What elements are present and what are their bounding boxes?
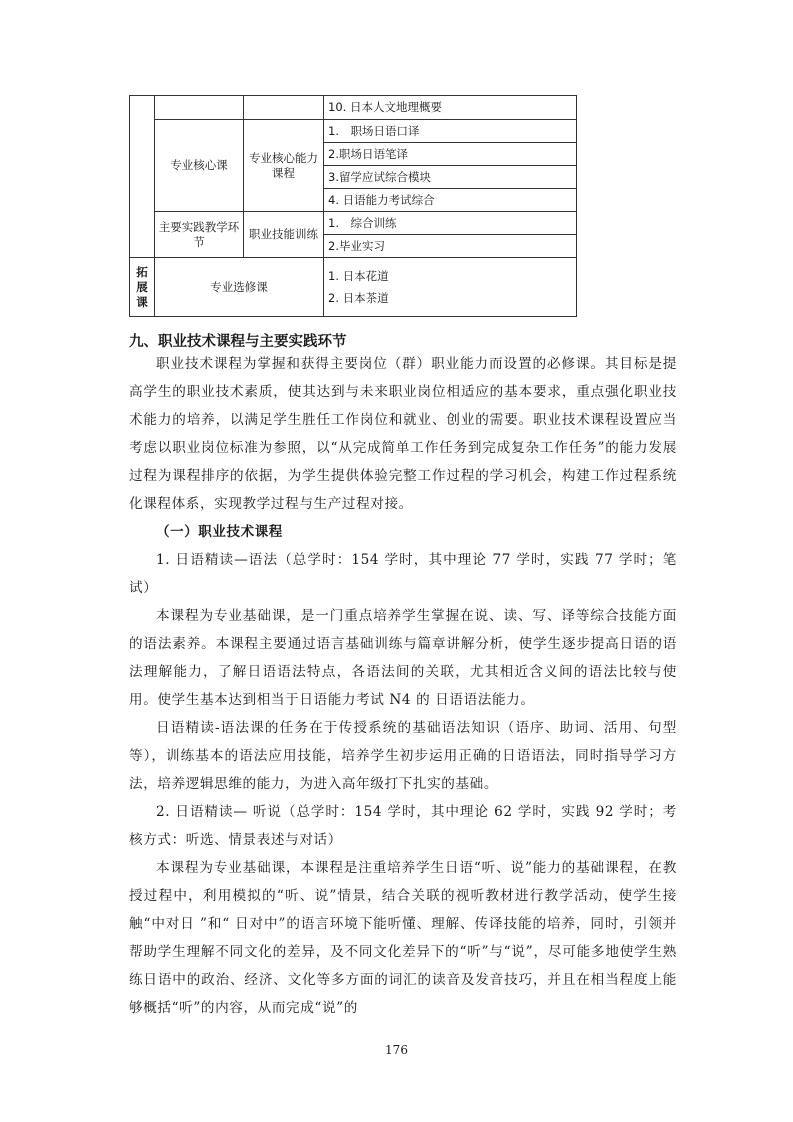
course-table [129, 95, 577, 317]
table-cell: 4. 日语能力考试综合 [324, 189, 577, 212]
core-sub-cell: 专业核心能力课程 [244, 120, 324, 212]
ext-label-cell [130, 258, 155, 317]
course1-paragraph-1: 本课程为专业基础课，是一门重点培养学生掌握在说、读、写、译等综合技能方面的语法素养。本课程主要通过语言基础训练与篇章讲解分析，使学生逐步提高日语的语法理解能力，了解日语语法特点，各语法间的关联，尤其相近含义间的语法比较与使用。使学生基本达到相当于日语能力考试 N4 的 日语语法能力。 [129, 608, 677, 708]
table-cell: 1. 职场日语口译 [324, 120, 577, 143]
ext-item: 2. 日本茶道 [328, 291, 389, 305]
page-number: 176 [385, 1043, 408, 1057]
ext-item: 1. 日本花道 [328, 269, 389, 283]
course2-paragraph-1: 本课程为专业基础课，本课程是注重培养学生日语“听、说”能力的基础课程，在教授过程中，利用模拟的“听、说”情景，结合关联的视听教材进行教学活动，使学生接触“中对日 ”和“ 日对中”的语言环境下能听懂、理解、传译技能的培养，同时，引领并帮助学生理解不同文化的差异，及不同文化差异下的“听”与“说”，尽可能多地使学生熟练日语中的政治、经济、文化等多方面的词汇的读音及发音技巧，并且在相当程度上能够概括“听”的内容，从而完成“说”的 [129, 860, 677, 1016]
ext-label: 拓展课 [136, 264, 148, 309]
table-blank-cell [244, 96, 324, 120]
ext-category-cell: 专业选修课 [155, 258, 324, 317]
table-blank-cell [155, 96, 244, 120]
table-cell: 3.留学应试综合模块 [324, 166, 577, 189]
course2-title: 2. 日语精读— 听说（总学时：154 学时，其中理论 62 学时，实践 92 学时；考核方式：听选、情景表述与对话） [129, 804, 677, 848]
core-category-cell: 专业核心课 [155, 120, 244, 212]
table-cell: 2.职场日语笔译 [324, 143, 577, 166]
table-cell: 2.毕业实习 [324, 235, 577, 258]
section-title: 九、职业技术课程与主要实践环节 [129, 334, 347, 350]
practice-category-cell: 主要实践教学环节 [155, 212, 244, 258]
intro-paragraph: 职业技术课程为掌握和获得主要岗位（群）职业能力而设置的必修课。其目标是提高学生的职业技术素质，使其达到与未来职业岗位相适应的基本要求，重点强化职业技术能力的培养，以满足学生胜任工作岗位和就业、创业的需要。职业技术课程设置应当考虑以职业岗位标准为参照，以“从完成简单工作任务到完成复杂工作任务”的能力发展过程为课程排序的依据，为学生提供体验完整工作过程的学习机会，构建工作过程系统化课程体系，实现教学过程与生产过程对接。 [129, 356, 677, 512]
practice-sub-cell: 职业技能训练 [244, 212, 324, 258]
ext-items-cell [324, 258, 577, 317]
table-cell: 1. 综合训练 [324, 212, 577, 235]
course1-title: 1. 日语精读—语法（总学时：154 学时，其中理论 77 学时，实践 77 学时；笔试） [129, 552, 677, 596]
table-cell: 10. 日本人文地理概要 [324, 96, 577, 120]
course1-paragraph-2: 日语精读-语法课的任务在于传授系统的基础语法知识（语序、助词、活用、句型等），训练基本的语法应用技能，培养学生初步运用正确的日语语法，同时指导学习方法，培养逻辑思维的能力，为进入高年级打下扎实的基础。 [129, 720, 677, 792]
body-text [129, 350, 677, 1022]
table-blank-cell [130, 96, 155, 258]
sub-heading: （一）职业技术课程 [156, 524, 283, 540]
